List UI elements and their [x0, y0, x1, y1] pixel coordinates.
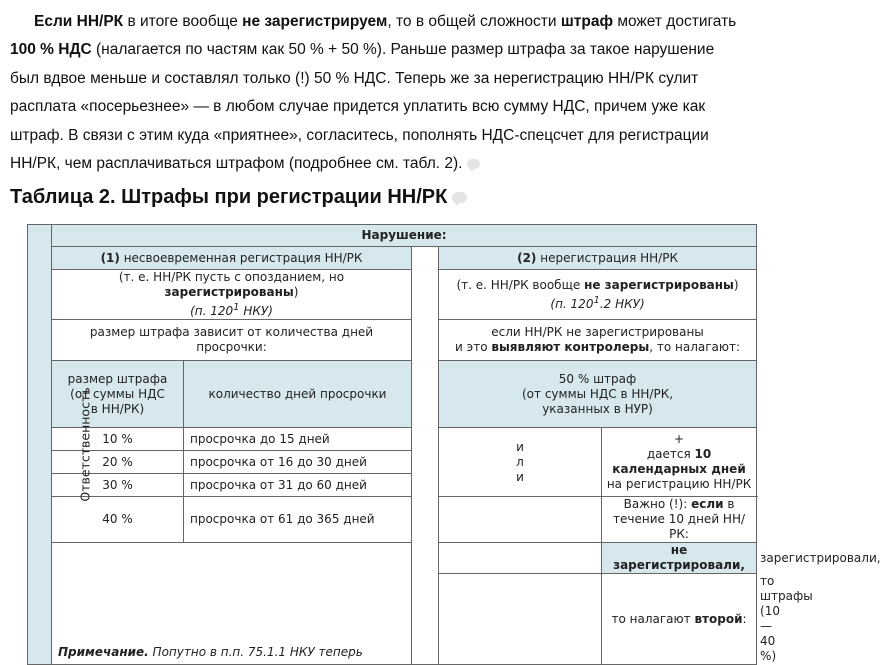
right-condition: [439, 320, 757, 361]
right-grant: [602, 428, 757, 497]
text: ): [733, 277, 739, 292]
superscript: 1: [593, 294, 600, 306]
days-cell: просрочка от 16 до 30 дней: [184, 451, 412, 474]
text: в итоге вообще: [123, 13, 243, 30]
text: (от суммы НДС в НН/РК,: [521, 386, 674, 401]
text: (п. 120: [190, 304, 234, 318]
bold-text: Примечание.: [58, 645, 149, 659]
text: может достигать: [613, 13, 737, 30]
paragraph-line-2: [10, 36, 795, 64]
right-reference: [550, 294, 645, 311]
penalty-table: Ответственность Нарушение: (1) несвоевременная регистрация НН/РК (2) нерегистрация НН/РК (т. е. НН/РК пусть с опозданием, но зарегистрированы) (п. $120^1$ НКУ) (т. е. НН/РК вообще не зарегистрированы) (п. $120^1.2$ НКУ) размер штрафа зависит от количества дней просрочки: если НН/РК не зарегистрированы и это выявляют контролеры, то налагают: размер штрафа (от суммы НДС в НН/РК) количество дней просрочки 50 % штраф (от суммы НДС в НН/РК, указанных в НУР) 10 % просрочка до 15 дней и л и + дается 10 календарных дней на регистрацию НН/РК 20 % просрочка от 16 до 30 дней 30 % просрочка от 31 до 60 дней 40 % просрочка от 61 до 365 дней Важно (!): если в течение 10 дней НН/РК: Примечание. Попутно в п.п. 75.1.1 НКУ теперь не зарегистрировали, зарегистрировали, то налагают второй: то штрафы (10 — 40 %): [27, 224, 757, 665]
text: (т. е. НН/РК пусть с опозданием, но: [118, 270, 345, 284]
paragraph-line-4: расплата «посерьезнее» — в любом случае придется уплатить всю сумму НДС, причем уже как: [10, 98, 706, 116]
text: и это: [455, 340, 492, 354]
second-fine: [602, 574, 757, 665]
left-description: [52, 270, 412, 320]
intro-paragraph: [10, 8, 795, 178]
text: Важно (!):: [623, 497, 692, 511]
text: .2 НКУ): [599, 296, 645, 311]
text: НКУ): [239, 304, 273, 318]
days-cell: просрочка от 31 до 60 дней: [184, 474, 412, 497]
days-cell: просрочка от 61 до 365 дней: [184, 497, 412, 543]
text: (налагается по частям как 50 % + 50 %). Раньше размер штрафа за такое нарушение: [91, 41, 715, 59]
side-label-cell: [28, 225, 93, 665]
paragraph-line-3: был вдвое меньше и составлял только (!) 50 % НДС. Теперь же за нерегистрацию НН/РК сулит: [10, 69, 699, 87]
col-header-rate: [52, 361, 184, 428]
rate-cell: 30 %: [52, 474, 184, 497]
bold-text: не зарегистрируем: [242, 13, 388, 30]
separator-cell: [412, 247, 439, 665]
paragraph-line-6: [10, 150, 795, 178]
empty-cell: [439, 574, 602, 665]
text: , то в общей сложности: [387, 13, 561, 30]
left-title: [52, 247, 412, 270]
not-registered-header: не зарегистрировали,: [602, 543, 757, 574]
bold-text: Если НН/РК: [34, 13, 124, 30]
left-title-text: несвоевременная регистрация НН/РК: [119, 250, 363, 265]
bold-text: 10 календарных дней: [612, 447, 746, 476]
bold-text: выявляют контролеры: [491, 340, 650, 354]
ili-cell: [439, 428, 602, 497]
violation-header: Нарушение:: [52, 225, 757, 247]
note-cell: [52, 543, 412, 665]
right-important: [602, 497, 757, 543]
rate-cell: 20 %: [52, 451, 184, 474]
text: указанных в НУР): [542, 401, 653, 416]
text: и: [516, 439, 524, 454]
text: , то налагают:: [649, 340, 741, 354]
left-reference: [190, 304, 273, 318]
text: и: [516, 469, 524, 484]
right-title-text: нерегистрация НН/РК: [536, 250, 678, 265]
left-depends: размер штрафа зависит от количества дней просрочки:: [52, 320, 412, 361]
bold-text: если: [691, 497, 724, 511]
left-title-num: (1): [100, 250, 120, 265]
text: в течение 10 дней НН/РК:: [613, 497, 746, 541]
text: если НН/РК не зарегистрированы: [491, 325, 704, 339]
paragraph-line-5: штраф. В связи с этим куда «приятнее», согласитесь, пополнять НДС-спецсчет для регистрации: [10, 126, 709, 144]
col-header-days: количество дней просрочки: [184, 361, 412, 428]
text: (т. е. НН/РК вообще: [456, 277, 585, 292]
text: дается: [646, 447, 695, 461]
bold-text: штраф: [560, 13, 614, 30]
text: 50 % штраф: [558, 371, 637, 386]
text: +: [673, 432, 685, 446]
text: ): [293, 285, 299, 299]
text: (от суммы НДС: [70, 386, 165, 401]
paragraph-line-1: [10, 8, 795, 36]
empty-cell: [439, 543, 602, 574]
right-description: [439, 270, 757, 320]
bold-text: 100 % НДС: [10, 41, 92, 59]
comment-bubble-icon[interactable]: [467, 159, 480, 169]
table-heading: [10, 186, 467, 209]
comment-bubble-icon[interactable]: [452, 192, 467, 203]
text: л: [516, 454, 524, 469]
text: то налагают: [611, 611, 695, 626]
text: Попутно в п.п. 75.1.1 НКУ теперь: [148, 645, 363, 659]
text: на регистрацию НН/РК: [606, 477, 752, 491]
bold-text: второй: [694, 611, 743, 626]
heading-text: Таблица 2. Штрафы при регистрации НН/РК: [10, 186, 448, 208]
superscript: 1: [233, 302, 240, 313]
right-title-num: (2): [517, 250, 537, 265]
text: (п. 120: [550, 296, 594, 311]
bold-text: не зарегистрированы: [584, 277, 734, 292]
right-fine: [439, 361, 757, 428]
rate-cell: 40 %: [52, 497, 184, 543]
text: :: [742, 611, 747, 626]
empty-cell: [439, 497, 602, 543]
text: размер штрафа: [67, 371, 168, 386]
right-title: [439, 247, 757, 270]
text: НН/РК, чем расплачиваться штрафом (подробнее см. табл. 2).: [10, 155, 463, 173]
rate-cell: 10 %: [52, 428, 184, 451]
days-cell: просрочка до 15 дней: [184, 428, 412, 451]
bold-text: зарегистрированы: [164, 285, 294, 299]
side-label: Ответственность: [77, 386, 93, 502]
text: в НН/РК): [90, 401, 145, 416]
